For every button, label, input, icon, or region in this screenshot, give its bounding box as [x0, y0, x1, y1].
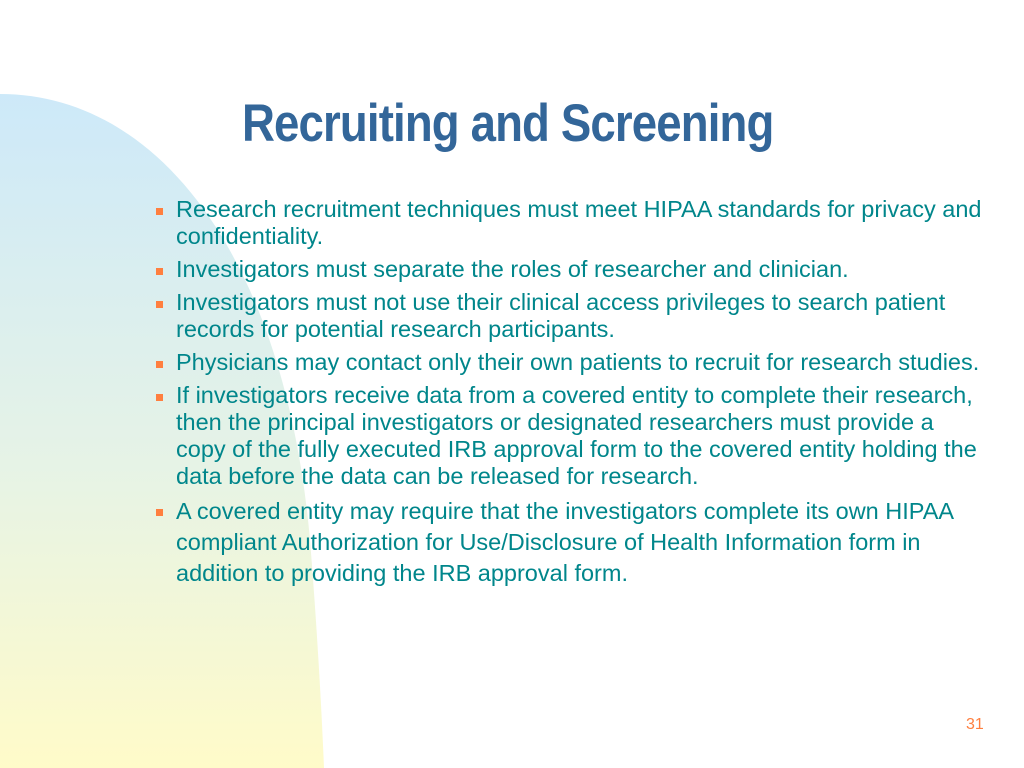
- bullet-item: [156, 349, 986, 376]
- page-number: 31: [966, 716, 984, 733]
- square-bullet-icon: [156, 301, 163, 308]
- bullet-item: [156, 382, 986, 490]
- bullet-text: Investigators must not use their clinical access privileges to search patient records for potential research participants.: [176, 289, 946, 342]
- bullet-text: Physicians may contact only their own patients to recruit for research studies.: [176, 349, 980, 375]
- square-bullet-icon: [156, 509, 163, 516]
- bullet-item: [156, 289, 986, 343]
- bullet-item: [156, 196, 986, 250]
- slide-title: Recruiting and Screening: [242, 94, 774, 153]
- bullet-text: Research recruitment techniques must meet HIPAA standards for privacy and confidentiality.: [176, 196, 982, 249]
- square-bullet-icon: [156, 361, 163, 368]
- bullet-item: [156, 256, 986, 283]
- bullet-text: Investigators must separate the roles of researcher and clinician.: [176, 256, 849, 282]
- bullet-text: If investigators receive data from a covered entity to complete their research, then the principal investigators or designated researchers must provide a copy of the fully executed IRB approval form to the covered entity holding the data before the data can be released for research.: [176, 382, 977, 489]
- square-bullet-icon: [156, 208, 163, 215]
- bullet-item: [156, 496, 986, 589]
- bullet-list: [156, 196, 986, 595]
- square-bullet-icon: [156, 268, 163, 275]
- square-bullet-icon: [156, 394, 163, 401]
- bullet-text: A covered entity may require that the investigators complete its own HIPAA compliant Authorization for Use/Disclosure of Health Information form in addition to providing the IRB approval form.: [176, 498, 953, 586]
